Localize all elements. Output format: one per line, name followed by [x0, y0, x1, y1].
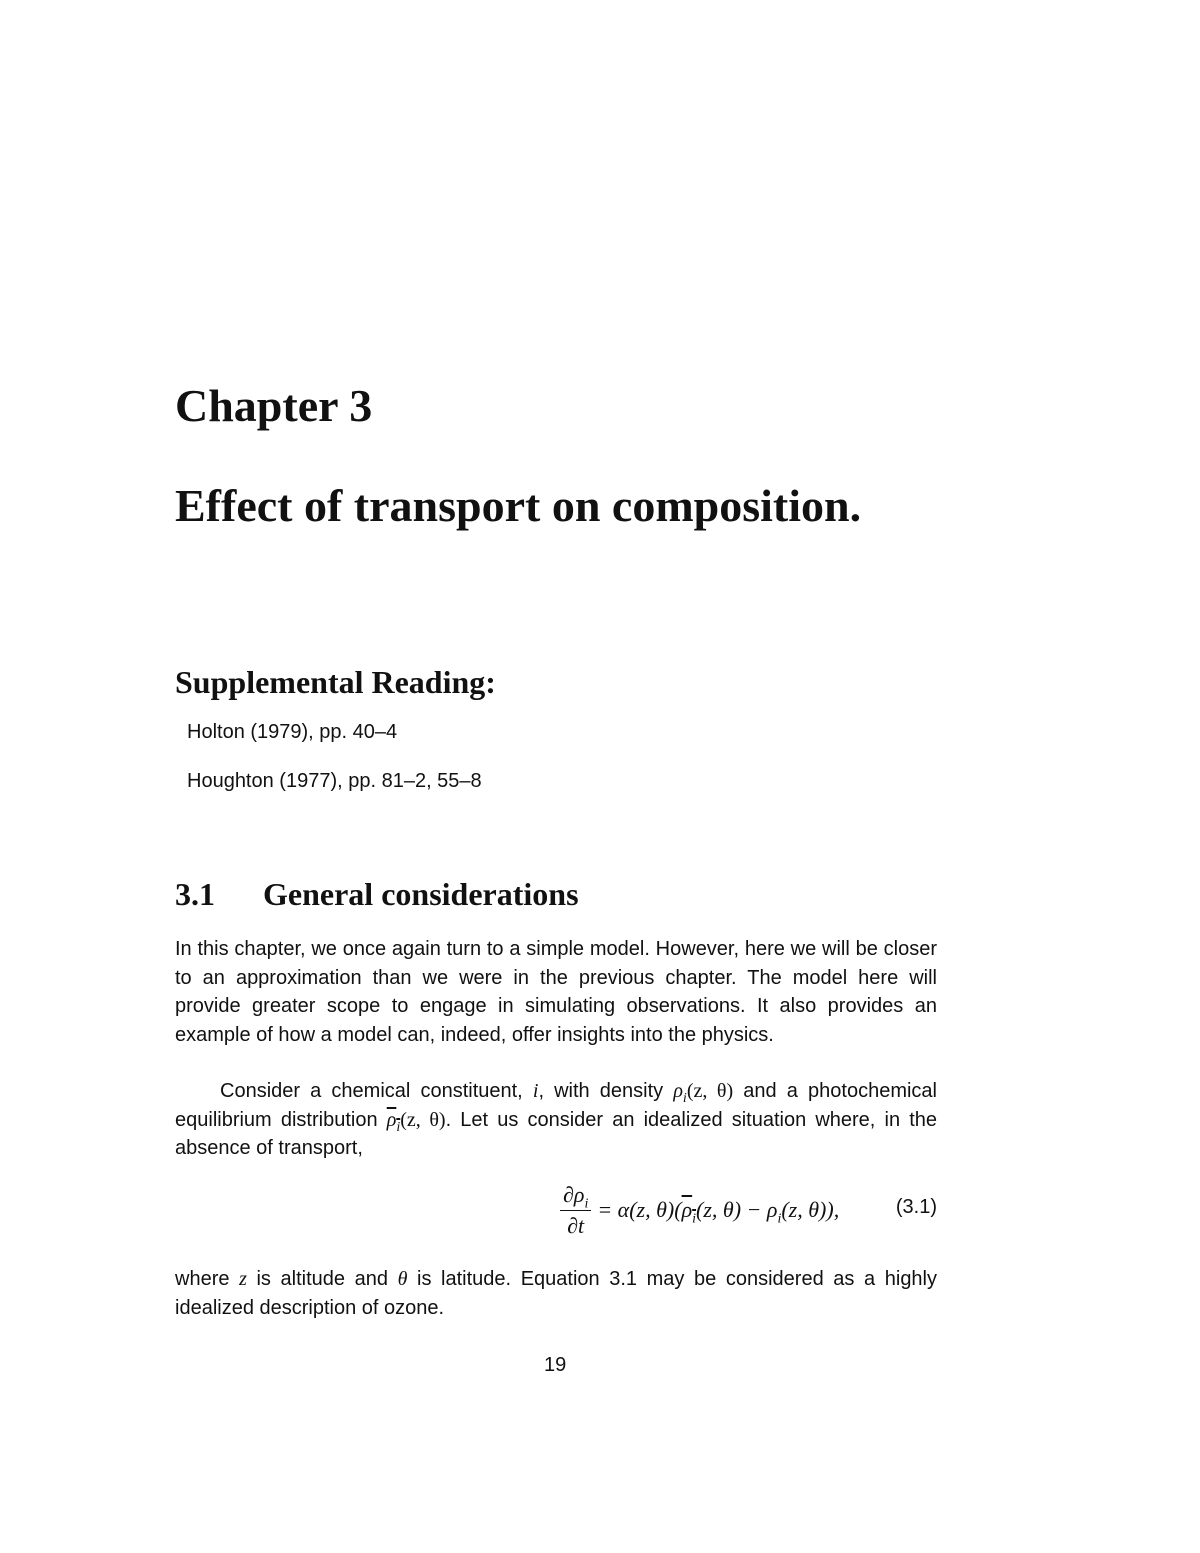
math-symbol-z: z	[239, 1268, 247, 1290]
equation-fraction	[560, 1182, 591, 1239]
reference-holton: Holton (1979), pp. 40–4	[187, 721, 398, 743]
text-run: is altitude and	[246, 1268, 398, 1290]
equation-number: (3.1)	[895, 1196, 937, 1218]
fraction-denominator: ∂t	[567, 1212, 585, 1238]
page-number: 19	[544, 1354, 567, 1376]
math-symbol-i: i	[532, 1080, 539, 1102]
equation-3-1	[175, 1180, 937, 1240]
fraction-numerator: $\partial\rho_i$	[560, 1182, 591, 1211]
text-run: where	[175, 1268, 240, 1290]
math-symbol-theta: θ	[397, 1268, 408, 1290]
text-run: is latitude. Equation 3.1 may be considered as a highly idealized description of ozone.	[175, 1268, 938, 1319]
equation-body	[560, 1180, 839, 1240]
section-heading	[175, 874, 579, 914]
text-run: . Let us consider an idealized situation where, in the absence of transport,	[175, 1108, 938, 1160]
math-rho-density: $\rho_i(z$, θ)	[673, 1080, 734, 1106]
text-run: and a photochemical equilibrium distribution	[175, 1080, 938, 1131]
paragraph-altitude-latitude	[175, 1265, 937, 1322]
math-rho-equilibrium: $\rho_i(z$, θ)	[386, 1108, 446, 1135]
supplemental-reading-heading: Supplemental Reading:	[175, 664, 496, 700]
chapter-label: Chapter 3	[175, 380, 373, 431]
chapter-title: Effect of transport on composition.	[175, 480, 862, 531]
text-run: Consider a chemical constituent,	[220, 1080, 533, 1102]
section-number: 3.1	[175, 876, 215, 912]
section-title: General considerations	[263, 876, 579, 912]
text-run: , with density	[538, 1080, 674, 1102]
reference-houghton: Houghton (1977), pp. 81–2, 55–8	[187, 770, 482, 792]
paragraph-constituent	[175, 1077, 937, 1163]
paragraph-intro: In this chapter, we once again turn to a simple model. However, here we will be closer to an approximation than we were in the previous chapter. The model here will provide greater scope to engage in simulating observations. It also provides an example of how a model can, indeed, offer insights into the physics.	[175, 938, 937, 1046]
equation-rhs: = α(z, $\theta)(\rho_i(z$, $\theta) - \rho_i(z$, θ)),	[597, 1197, 840, 1227]
